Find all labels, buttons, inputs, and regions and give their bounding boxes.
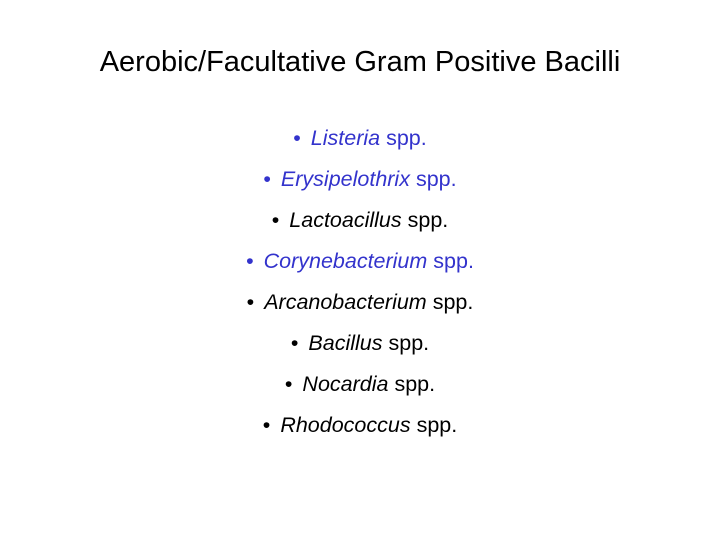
bullet-item-listeria xyxy=(0,118,720,159)
bullet-icon: • xyxy=(263,167,271,191)
species-suffix: spp. xyxy=(415,167,457,191)
bullet-item-corynebacterium xyxy=(0,241,720,282)
genus-name: Rhodococcus xyxy=(280,413,411,437)
species-suffix: spp. xyxy=(407,208,449,232)
bullet-item-erysipelothrix xyxy=(0,159,720,200)
genus-name: Nocardia xyxy=(302,372,389,396)
species-suffix: spp. xyxy=(394,372,436,396)
species-suffix: spp. xyxy=(433,249,474,273)
bullet-icon: • xyxy=(246,249,254,273)
bullet-icon: • xyxy=(262,413,271,437)
genus-name: Corynebacterium xyxy=(263,249,428,273)
bullet-item-lactoacillus xyxy=(0,200,720,241)
genus-name: Listeria xyxy=(310,126,381,150)
bullet-list xyxy=(0,118,720,446)
bullet-icon: • xyxy=(284,372,293,396)
genus-name: Lactoacillus xyxy=(289,208,402,232)
bullet-item-bacillus xyxy=(0,323,720,364)
species-suffix: spp. xyxy=(432,290,474,314)
genus-name: Arcanobacterium xyxy=(264,290,427,314)
species-suffix: spp. xyxy=(416,413,458,437)
species-suffix: spp. xyxy=(388,331,430,355)
bullet-icon: • xyxy=(271,208,280,232)
bullet-icon: • xyxy=(293,126,301,150)
genus-name: Erysipelothrix xyxy=(280,167,410,191)
species-suffix: spp. xyxy=(386,126,427,150)
bullet-item-nocardia xyxy=(0,364,720,405)
slide-title: Aerobic/Facultative Gram Positive Bacilli xyxy=(99,46,621,78)
genus-name: Bacillus xyxy=(308,331,383,355)
bullet-icon: • xyxy=(290,331,299,355)
bullet-icon: • xyxy=(246,290,255,314)
bullet-item-rhodococcus xyxy=(0,405,720,446)
bullet-item-arcanobacterium xyxy=(0,282,720,323)
